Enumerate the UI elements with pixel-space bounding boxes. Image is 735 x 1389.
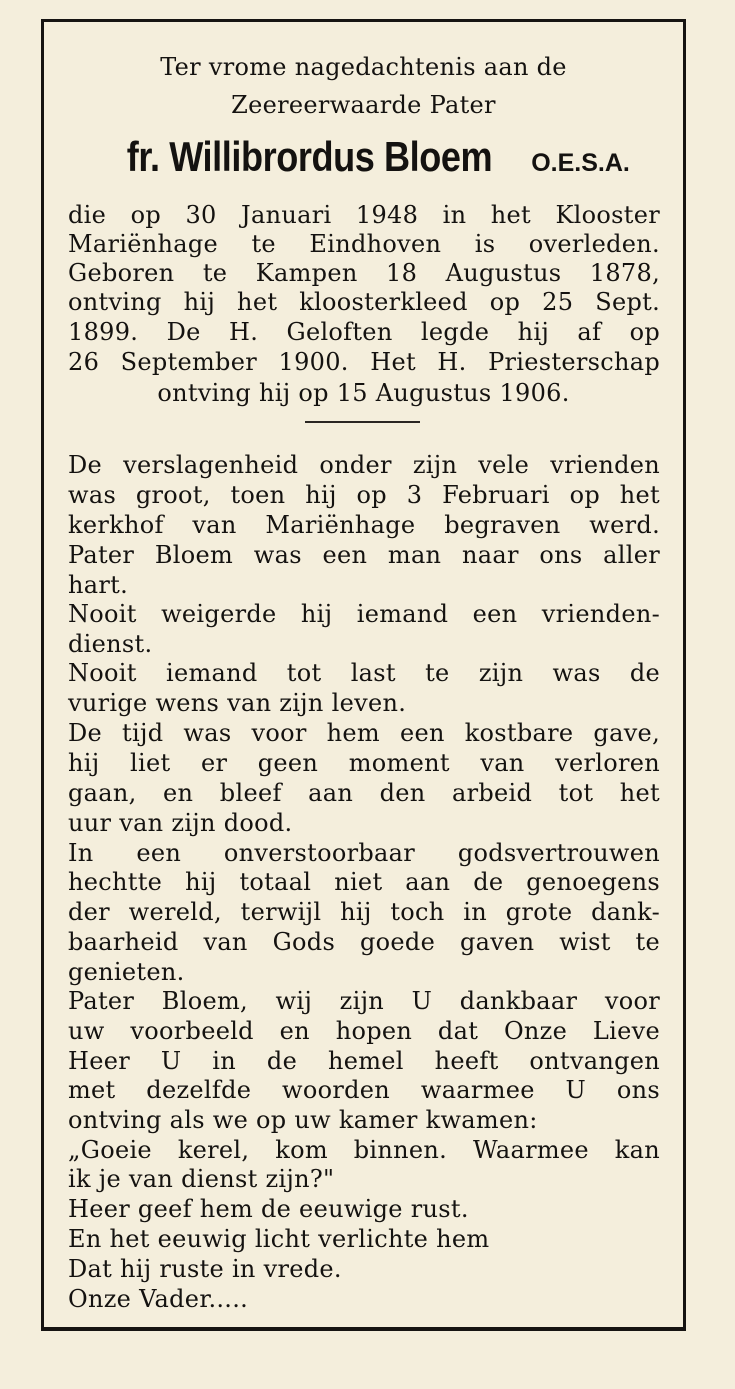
bio-line: 1899. De H. Geloften legde hij af op <box>68 318 660 346</box>
body-line: kerkhof van Mariënhage begraven werd. <box>68 511 660 539</box>
body-line: ontving als we op uw kamer kwamen: <box>68 1106 538 1134</box>
body-line: Dat hij ruste in vrede. <box>68 1255 342 1283</box>
body-line: met dezelfde woorden waarmee U ons <box>68 1076 660 1104</box>
bio-line: die op 30 Januari 1948 in het Klooster <box>68 201 660 229</box>
bio-line: ontving hij het kloosterkleed op 25 Sept. <box>68 288 660 316</box>
body-line: hart. <box>68 571 129 599</box>
deceased-name-line <box>44 133 683 181</box>
body-line: hij liet er geen moment van verloren <box>68 749 660 777</box>
body-line: Nooit iemand tot last te zijn was de <box>68 659 660 687</box>
body-line: hechtte hij totaal niet aan de genoegens <box>68 868 660 896</box>
body-line: vurige wens van zijn leven. <box>68 689 407 717</box>
header-line-1: Ter vrome nagedachtenis aan de <box>160 53 567 81</box>
bio-line: 26 September 1900. Het H. Priesterschap <box>68 348 660 376</box>
body-line: genieten. <box>68 958 185 986</box>
deceased-name: fr. Willibrordus Bloem <box>126 133 493 180</box>
header-line-2: Zeereerwaarde Pater <box>231 91 496 119</box>
body-line: Onze Vader..... <box>68 1285 249 1313</box>
divider-rule <box>305 421 420 423</box>
body-line: Nooit weigerde hij iemand een vrienden- <box>68 600 660 628</box>
bio-line: ontving hij op 15 Augustus 1906. <box>157 379 570 407</box>
body-line: Heer U in de hemel heeft ontvangen <box>68 1047 660 1075</box>
body-line: En het eeuwig licht verlichte hem <box>68 1225 490 1253</box>
bio-line: Mariënhage te Eindhoven is overleden. <box>68 230 660 258</box>
body-line: gaan, en bleef aan den arbeid tot het <box>68 779 660 807</box>
body-line: dienst. <box>68 630 153 658</box>
body-line: ik je van dienst zijn?" <box>68 1165 335 1193</box>
body-line: baarheid van Gods goede gaven wist te <box>68 928 660 956</box>
body-line: uur van zijn dood. <box>68 809 293 837</box>
body-line: Heer geef hem de eeuwige rust. <box>68 1195 469 1223</box>
body-line: der wereld, terwijl hij toch in grote dank- <box>68 898 660 926</box>
body-line: Pater Bloem was een man naar ons aller <box>68 541 660 569</box>
body-line: De verslagenheid onder zijn vele vrienden <box>68 451 660 479</box>
body-line: In een onverstoorbaar godsvertrouwen <box>68 839 660 867</box>
body-line: „Goeie kerel, kom binnen. Waarmee kan <box>68 1136 660 1164</box>
bio-line: Geboren te Kampen 18 Augustus 1878, <box>68 259 660 287</box>
body-line: uw voorbeeld en hopen dat Onze Lieve <box>68 1017 660 1045</box>
religious-order: O.E.S.A. <box>531 149 630 177</box>
body-line: Pater Bloem, wij zijn U dankbaar voor <box>68 987 660 1015</box>
body-line: was groot, toen hij op 3 Februari op het <box>68 481 660 509</box>
body-line: De tijd was voor hem een kostbare gave, <box>68 719 660 747</box>
